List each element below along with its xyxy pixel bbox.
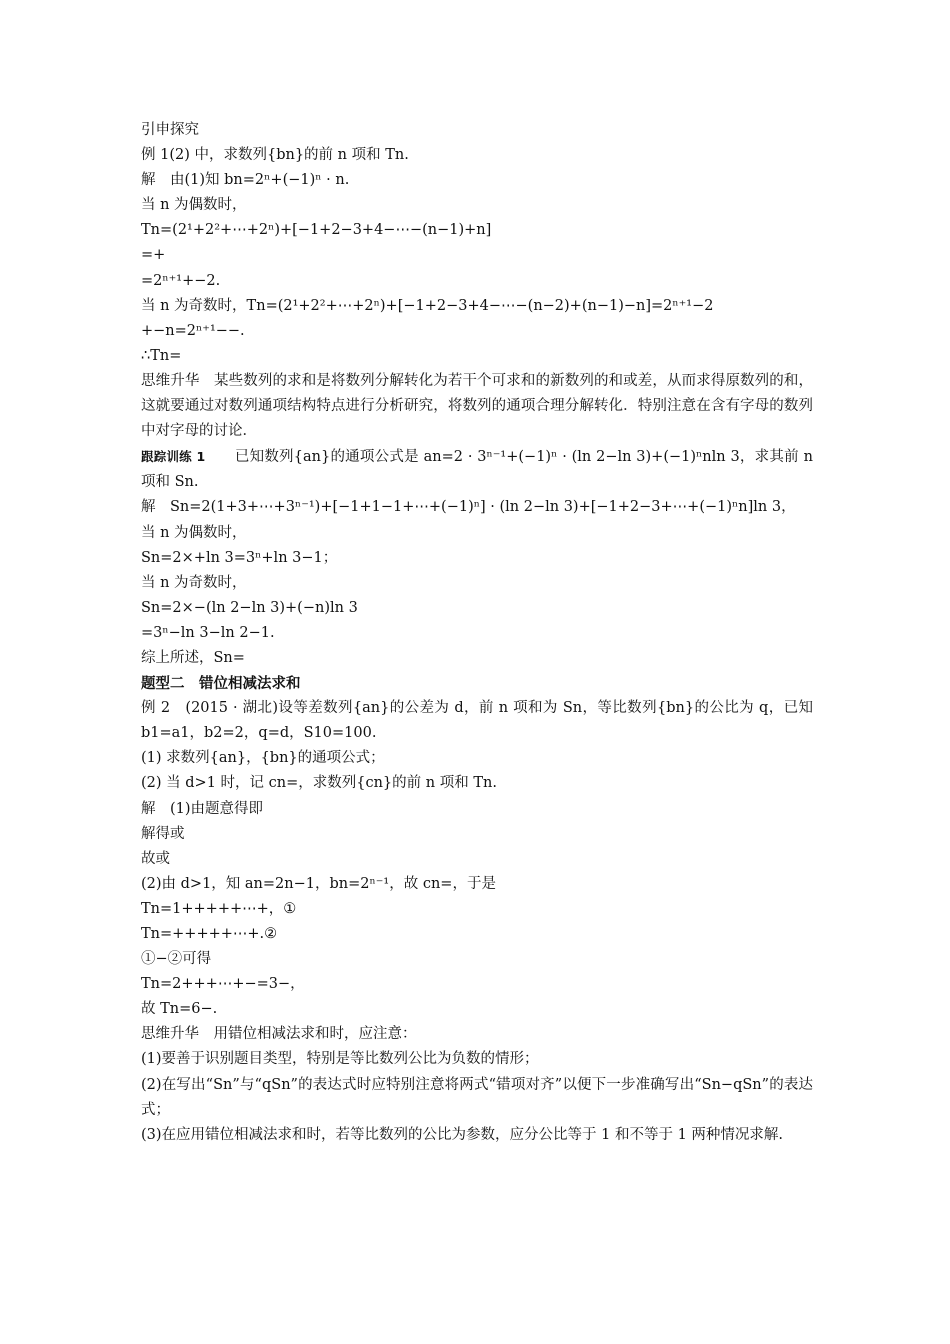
formula-line: 综上所述，Sn= (141, 649, 245, 666)
formula-line: =3ⁿ−ln 3−ln 2−1. (141, 624, 275, 641)
formula-line: ∴Tn= (141, 347, 182, 364)
formula-line: Tn=1+++++⋯+，① (141, 900, 297, 917)
document-body (141, 118, 813, 1148)
text-line: 当 n 为偶数时， (141, 524, 247, 541)
formula-line: Tn=2+++⋯+−=3−， (141, 976, 305, 993)
heading-extension: 引申探究 (141, 122, 199, 138)
training-label: 跟踪训练 1 (141, 449, 206, 465)
text-line: 故或 (141, 850, 170, 867)
text-line: 当 n 为奇数时， (141, 574, 247, 591)
text-line: ①−②可得 (141, 951, 212, 968)
solution-line: 解 由(1)知 bn=2ⁿ+(−1)ⁿ · n. (141, 172, 350, 189)
formula-line: (2)由 d>1，知 an=2n−1，bn=2ⁿ⁻¹，故 cn=，于是 (141, 875, 496, 892)
example-1-question: 例 1(2) 中，求数列{bn}的前 n 项和 Tn. (141, 147, 409, 164)
summary-paragraph: 思维升华 某些数列的求和是将数列分解转化为若干个可求和的新数列的和或差，从而求得原数列的和，这就要通过对数列通项结构特点进行分析研究，将数列的通项合理分解转化．特别注意在含有字母的数列中对字母的讨论． (141, 372, 813, 440)
formula-line: Sn=2×−(ln 2−ln 3)+(−n)ln 3 (141, 599, 358, 616)
text-line: 当 n 为偶数时， (141, 197, 247, 214)
summary-heading: 思维升华 用错位相减法求和时，应注意： (141, 1026, 417, 1043)
solution-line: 解 (1)由题意得即 (141, 800, 264, 817)
question-part-2: (2) 当 d>1 时，记 cn=，求数列{cn}的前 n 项和 Tn. (141, 775, 497, 792)
formula-line: =2ⁿ⁺¹+−2. (141, 272, 221, 289)
formula-line: Tn=(2¹+2²+⋯+2ⁿ)+[−1+2−3+4−⋯−(n−1)+n] (141, 222, 492, 239)
summary-point: (1)要善于识别题目类型，特别是等比数列公比为负数的情形； (141, 1051, 539, 1068)
example-2-question: 例 2 (2015 · 湖北)设等差数列{an}的公差为 d，前 n 项和为 Sn，等比数列{bn}的公比为 q，已知 b1=a1，b2=2，q=d，S10=100. (141, 700, 813, 742)
summary-point: (3)在应用错位相减法求和时，若等比数列的公比为参数，应分公比等于 1 和不等于 1 两种情况求解. (141, 1126, 784, 1143)
summary-point: (2)在写出“Sn”与“qSn”的表达式时应特别注意将两式“错项对齐”以便下一步准确写出“Sn−qSn”的表达式； (141, 1076, 813, 1118)
formula-line: +−n=2ⁿ⁺¹−−. (141, 322, 245, 339)
formula-line: Sn=2×+ln 3=3ⁿ+ln 3−1； (141, 549, 338, 566)
training-solution: 解 Sn=2(1+3+⋯+3ⁿ⁻¹)+[−1+1−1+⋯+(−1)ⁿ] · (ln 2−ln 3)+[−1+2−3+⋯+(−1)ⁿn]ln 3， (141, 499, 796, 516)
text-line: 解得或 (141, 825, 185, 842)
training-text: 已知数列{an}的通项公式是 an=2 · 3ⁿ⁻¹+(−1)ⁿ · (ln 2−ln 3)+(−1)ⁿnln 3，求其前 n 项和 Sn. (141, 449, 813, 491)
section-heading: 题型二 错位相减法求和 (141, 675, 301, 693)
formula-line: Tn=+++++⋯+.② (141, 926, 278, 942)
question-part-1: (1) 求数列{an}，{bn}的通项公式； (141, 750, 385, 767)
training-question (141, 444, 813, 495)
formula-line: 故 Tn=6−. (141, 1001, 218, 1018)
formula-line: =+ (141, 247, 166, 264)
formula-line: 当 n 为奇数时，Tn=(2¹+2²+⋯+2ⁿ)+[−1+2−3+4−⋯−(n−2)+(n−1)−n]=2ⁿ⁺¹−2 (141, 297, 714, 314)
